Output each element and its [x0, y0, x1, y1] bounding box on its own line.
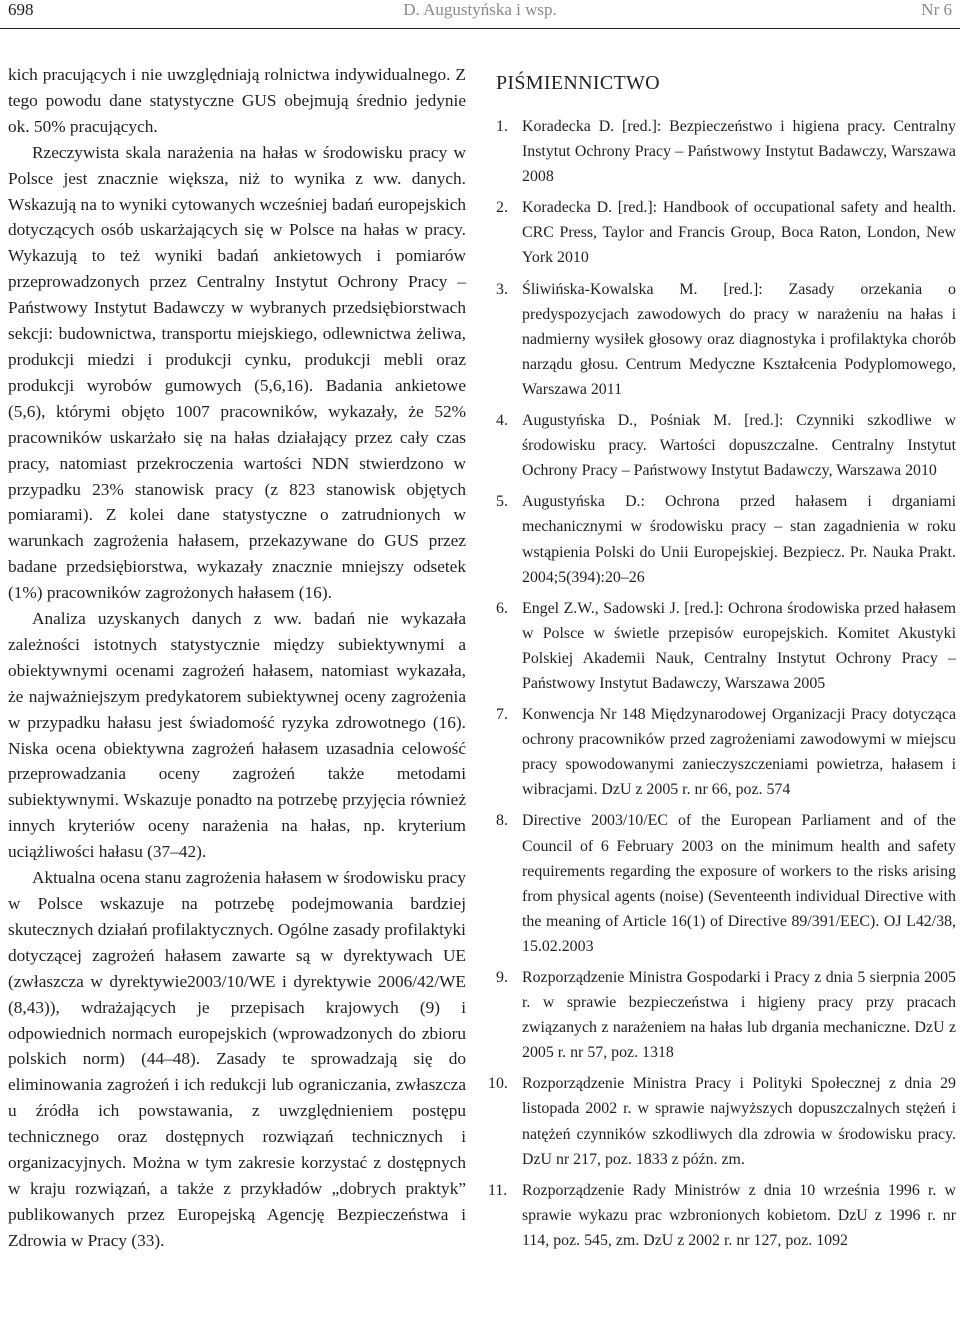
reference-number: 3. — [496, 280, 508, 298]
references-column — [488, 70, 956, 1259]
reference-text: Rozporządzenie Ministra Pracy i Polityki Społecznej z dnia 29 listopada 2002 r. w sprawie najwyższych dopuszczalnych stężeń i natężeń czynników szkodliwych dla zdrowia w środowisku pracy. DzU nr 217, poz. 1833 z późn. zm. — [522, 1075, 956, 1168]
reference-number: 11. — [488, 1181, 508, 1199]
reference-item — [496, 489, 956, 589]
reference-text: Augustyńska D.: Ochrona przed hałasem i drganiami mechanicznymi w środowisku pracy – stan zagadnienia w roku wstąpienia Polski do Unii Europejskiej. Bezpiecz. Pr. Nauka Prakt. 2004;5(394):20–26 — [522, 493, 956, 586]
reference-number: 8. — [496, 812, 508, 830]
body-paragraph: Aktualna ocena stanu zagrożenia hałasem w środowisku pracy w Polsce wskazuje na potrzebę podejmowania bardziej skutecznych działań profilaktycznych. Ogólne zasady profilaktyki dotyczącej zagrożeń hałasem zawarte są w dyrektywach UE (zwłaszcza w dyrektywie2003/10/WE i dyrektywie 2006/42/WE (8,43)), wdrażających je przepisach krajowych (9) i odpowiednich normach europejskich (wprowadzonych do zbioru polskich norm) (44–48). Zasady te sprowadzają się do eliminowania zagrożeń i ich redukcji lub ograniczania, zwłaszcza u źródła ich powstawania, z uwzględnieniem postępu technicznego oraz dostępnych rozwiązań technicznych i organizacyjnych. Można w tym zakresie korzystać z dostępnych w kraju rozwiązań, a także z przykładów „dobrych praktyk” publikowanych przez Europejską Agencję Bezpieczeństwa i Zdrowia w Pracy (33). — [8, 868, 466, 1250]
reference-item — [496, 114, 956, 189]
header-rule — [0, 28, 960, 29]
reference-item — [488, 1071, 956, 1171]
page-number: 698 — [8, 0, 34, 19]
reference-text: Koradecka D. [red.]: Bezpieczeństwo i higiena pracy. Centralny Instytut Ochrony Pracy – Państwowy Instytut Badawczy, Warszawa 2008 — [522, 118, 956, 186]
reference-item — [496, 408, 956, 483]
reference-number: 4. — [496, 412, 508, 430]
reference-text: Rozporządzenie Ministra Gospodarki i Pracy z dnia 5 sierpnia 2005 r. w sprawie bezpieczeństwa i higieny pracy przy pracach związanych z narażeniem na hałas lub drgania mechaniczne. DzU z 2005 r. nr 57, poz. 1318 — [522, 969, 956, 1062]
body-paragraph: kich pracujących i nie uwzględniają rolnictwa indywidualnego. Z tego powodu dane statystyczne GUS obejmują średnio jedynie ok. 50% pracujących. — [8, 65, 466, 136]
reference-item — [496, 277, 956, 402]
reference-item — [496, 195, 956, 270]
references-heading: PIŚMIENNICTWO — [496, 72, 660, 94]
body-paragraph: Rzeczywista skala narażenia na hałas w środowisku pracy w Polsce jest znacznie większa, niż to wynika z ww. danych. Wskazują na to wyniki cytowanych wcześniej badań europejskich dotyczących osób uskarżających się w Polsce na hałas w pracy. Wykazują to też wyniki badań ankietowych i pomiarów przeprowadzonych przez Centralny Instytut Ochrony Pracy – Państwowy Instytut Badawczy w wybranych przedsiębiorstwach sekcji: budownictwa, transportu miejskiego, odlewnictwa żeliwa, produkcji miedzi i produkcji cynku, produkcji mebli oraz produkcji wyrobów gumowych (5,6,16). Badania ankietowe (5,6), którymi objęto 1007 pracowników, wykazały, że 52% pracowników uskarżało się na hałas działający przez cały czas pracy, natomiast przekroczenia wartości NDN stwierdzono w przypadku 23% stanowisk pracy (z 823 stanowisk objętych pomiarami). Z kolei dane statystyczne o zatrudnionych w warunkach zagrożenia hałasem, przekazywane do GUS przez badane przedsiębiorstwa, wykazały znacznie mniejszy odsetek (1%) pracowników zagrożonych hałasem (16). — [8, 142, 466, 603]
reference-item — [496, 702, 956, 802]
body-paragraph: Analiza uzyskanych danych z ww. badań nie wykazała zależności istotnych statystycznie między subiektywnymi a obiektywnymi ocenami zagrożeń hałasem, natomiast wykazała, że najważniejszym predykatorem subiektywnej oceny zagrożenia w przypadku hałasu jest świadomość ryzyka zdrowotnego (16). Niska ocena obiektywna zagrożeń hałasem uzasadnia celowość przeprowadzania oceny zagrożeń także metodami subiektywnymi. Wskazuje ponadto na potrzebę przyjęcia również innych kryteriów oceny narażenia na hałas, np. kryterium uciążliwości hałasu (37–42). — [8, 609, 466, 862]
references-list — [488, 114, 956, 1253]
reference-number: 1. — [496, 118, 508, 135]
reference-number: 2. — [496, 199, 508, 217]
reference-number: 6. — [496, 599, 508, 617]
reference-text: Rozporządzenie Rady Ministrów z dnia 10 września 1996 r. w sprawie wykazu prac wzbronionych kobietom. DzU z 1996 r. nr 114, poz. 545, zm. DzU z 2002 r. nr 127, poz. 1092 — [522, 1181, 956, 1249]
body-text-column — [8, 62, 466, 1254]
reference-text: Engel Z.W., Sadowski J. [red.]: Ochrona środowiska przed hałasem w Polsce w świetle przepisów europejskich. Komitet Akustyki Polskiej Akademii Nauk, Centralny Instytut Ochrony Pracy – Państwowy Instytut Badawczy, Warszawa 2005 — [522, 599, 956, 692]
reference-text: Konwencja Nr 148 Międzynarodowej Organizacji Pracy dotycząca ochrony pracowników przed zagrożeniami zawodowymi w miejscu pracy spowodowanymi zanieczyszczeniami powietrza, hałasem i wibracjami. DzU z 2005 r. nr 66, poz. 574 — [522, 706, 956, 799]
reference-number: 7. — [496, 706, 508, 724]
reference-item — [496, 808, 956, 959]
reference-number: 10. — [488, 1075, 508, 1093]
reference-number: 5. — [496, 493, 508, 511]
reference-item — [496, 596, 956, 696]
reference-text: Koradecka D. [red.]: Handbook of occupational safety and health. CRC Press, Taylor and Francis Group, Boca Raton, London, New York 2010 — [522, 199, 956, 267]
reference-text: Directive 2003/10/EC of the European Parliament and of the Council of 6 February 2003 on the minimum health and safety requirements regarding the exposure of workers to the risks arising from physical agents (noise) (Seventeenth individual Directive with the meaning of Article 16(1) of Directive 89/391/EEC). OJ L42/38, 15.02.2003 — [522, 812, 956, 955]
reference-number: 9. — [496, 969, 508, 986]
reference-item — [488, 1178, 956, 1253]
reference-text: Augustyńska D., Pośniak M. [red.]: Czynniki szkodliwe w środowisku pracy. Wartości dopuszczalne. Centralny Instytut Ochrony Pracy – Państwowy Instytut Badawczy, Warszawa 2010 — [522, 412, 956, 480]
running-authors: D. Augustyńska i wsp. — [403, 0, 557, 19]
reference-item — [496, 965, 956, 1065]
reference-text: Śliwińska-Kowalska M. [red.]: Zasady orzekania o predyspozycjach zawodowych do pracy w narażeniu na hałas i nadmierny wysiłek głosowy oraz diagnostyka i profilaktyka chorób narządu głosu. Centrum Medyczne Kształcenia Podyplomowego, Warszawa 2011 — [522, 280, 956, 398]
issue-number: Nr 6 — [921, 0, 952, 19]
running-header — [0, 0, 960, 30]
